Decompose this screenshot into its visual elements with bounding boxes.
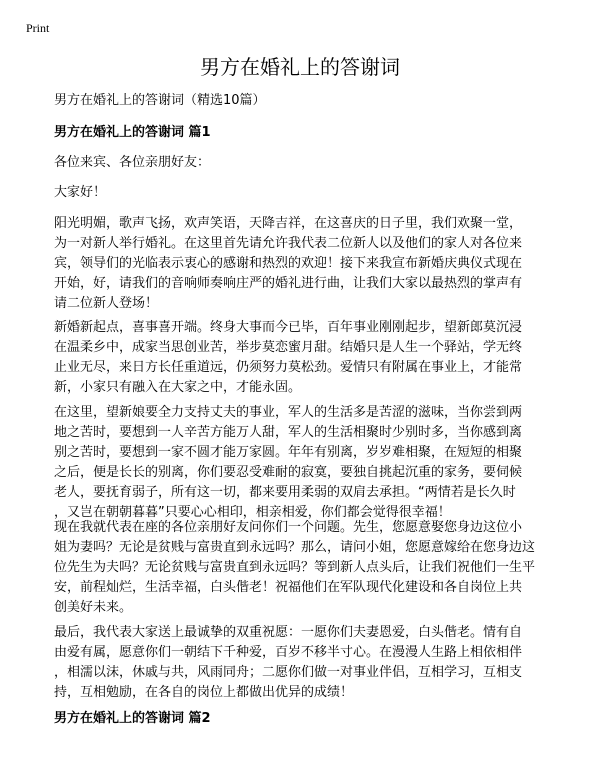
text-line: 别之苦时，要想到一家不圆才能万家圆。年年有别离，岁岁难相聚，在短短的相聚 <box>54 445 523 460</box>
text-line: 安，前程灿烂，生活幸福，白头偕老！祝福他们在军队现代化建设和各自岗位上共 <box>54 580 523 595</box>
paragraph-blessing <box>54 623 554 703</box>
text-line: 位先生为夫吗？无论贫贱与富贵直到永远吗？等到新人点头后，让我们祝他们一生平 <box>54 560 536 575</box>
text-line: 由爱有属，愿意你们一朝结下千种爱，百岁不移半寸心。在漫漫人生路上相依相伴 <box>54 645 523 660</box>
paragraph-opening <box>54 214 554 314</box>
text-line: 之后，便是长长的别离，你们要忍受难耐的寂寞，要独自挑起沉重的家务，要伺候 <box>54 465 523 480</box>
paragraph-vows <box>54 518 554 618</box>
text-line: 在温柔乡中，成家当思创业苦，举步莫恋蜜月甜。结婚只是人生一个驿站，学无终 <box>54 340 523 355</box>
text-line: 大家好！ <box>54 185 107 200</box>
text-line: 在这里，望新娘要全力支持丈夫的事业，军人的生活多是苦涩的滋味，当你尝到两 <box>54 405 523 420</box>
text-line: 持，互相勉励，在各自的岗位上都做出优异的成绩！ <box>54 685 354 700</box>
text-line: 宾，领导们的光临表示衷心的感谢和热烈的欢迎！接下来我宣布新婚庆典仪式现在 <box>54 256 523 271</box>
text-line: 各位来宾、各位亲朋好友： <box>54 155 211 170</box>
section-heading-1: 男方在婚礼上的答谢词 篇1 <box>54 125 211 140</box>
text-line: 最后，我代表大家送上最诚挚的双重祝愿：一愿你们夫妻恩爱，白头偕老。情有自 <box>54 625 523 640</box>
text-line: 地之苦时，要想到一人辛苦方能万人甜，军人的生活相聚时少别时多，当你感到离 <box>54 425 523 440</box>
print-link[interactable]: Print <box>26 21 50 35</box>
text-line: 新婚新起点，喜事喜开端。终身大事而今已毕，百年事业刚刚起步，望新郎莫沉浸 <box>54 320 523 335</box>
text-line: 创美好未来。 <box>54 600 133 615</box>
paragraph-hello <box>54 183 554 203</box>
text-line: 请二位新人登场！ <box>54 296 159 311</box>
paragraph-bride-advice <box>54 403 554 523</box>
text-line: 老人，要抚育弱子，所有这一切，都来要用柔弱的双肩去承担。“两情若是长久时 <box>54 485 516 500</box>
text-line: 阳光明媚，歌声飞扬，欢声笑语，天降吉祥，在这喜庆的日子里，我们欢聚一堂， <box>54 216 523 231</box>
page-title: 男方在婚礼上的答谢词 <box>200 55 400 79</box>
section-heading-2: 男方在婚礼上的答谢词 篇2 <box>54 711 211 726</box>
text-line: ，相濡以沫，休戚与共，风雨同舟；二愿你们做一对事业伴侣，互相学习，互相支 <box>54 665 523 680</box>
text-line: 姐为妻吗？无论是贫贱与富贵直到永远吗？那么，请问小姐，您愿意嫁给在您身边这 <box>54 540 536 555</box>
text-line: ，又岂在朝朝暮暮”只要心心相印，相亲相爱，你们都会觉得很幸福！ <box>54 505 451 520</box>
text-line: 现在我就代表在座的各位亲朋好友问你们一个问题。先生，您愿意娶您身边这位小 <box>54 520 523 535</box>
text-line: 为一对新人举行婚礼。在这里首先请允许我代表二位新人以及他们的家人对各位来 <box>54 236 523 251</box>
text-line: 新，小家只有融入在大家之中，才能永固。 <box>54 380 302 395</box>
text-line: 开始，好，请我们的音响师奏响庄严的婚礼进行曲，让我们大家以最热烈的掌声有 <box>54 276 523 291</box>
paragraph-groom-advice <box>54 318 554 398</box>
paragraph-greeting <box>54 153 554 173</box>
article-subtitle: 男方在婚礼上的答谢词（精选10篇） <box>54 93 266 108</box>
text-line: 止业无尽，来日方长任重道远，仍须努力莫松劲。爱情只有附属在事业上，才能常 <box>54 360 523 375</box>
